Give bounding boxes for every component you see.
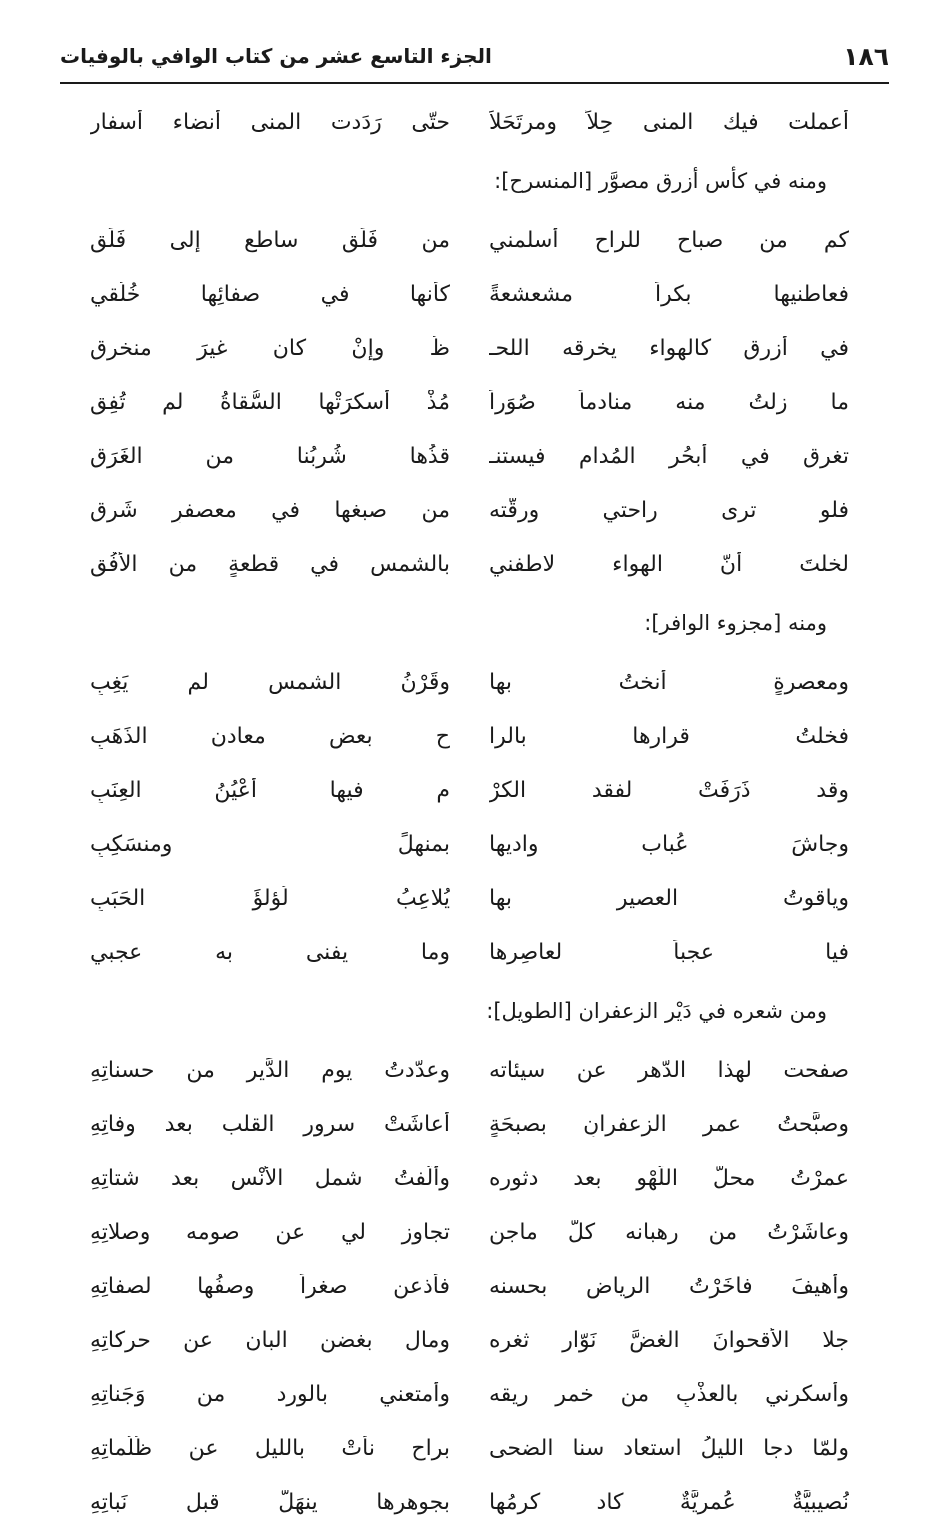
first-hemistich: عمرْتُ محلَّ اللَّهْوِ بعد دثوره xyxy=(489,1165,849,1191)
second-hemistich: فأذعن صغراً وصفُها لصفاتِهِ xyxy=(90,1273,450,1299)
first-hemistich: ما زلتُ منه منادماً صُوَراً xyxy=(489,389,849,415)
first-hemistich: وصبَّحتُ عمر الزعفرانِ بصبحَةٍ xyxy=(489,1111,849,1137)
page-header xyxy=(60,30,889,84)
first-hemistich: تغرق في أبحُر المُدام فيستنـ xyxy=(489,443,849,469)
second-hemistich: مُذْ أسكرَتْها السُّقاةُ لم تُفِقِ xyxy=(90,389,450,415)
verse-line xyxy=(90,429,849,483)
second-hemistich: يُلاعِبُ لُؤلؤَ الحَبَبِ xyxy=(90,885,450,911)
verse-line xyxy=(90,1367,849,1421)
verse-line xyxy=(90,375,849,429)
first-hemistich: في أزرقٍ كالهواء يخرقه اللحـ xyxy=(489,335,849,361)
second-hemistich: بالشمس في قطعةٍ من الأُفُقِ xyxy=(90,551,450,577)
verse-line xyxy=(90,267,849,321)
first-hemistich: وياقوتُ العصير بها xyxy=(489,885,849,911)
second-hemistich: مِ فيها أعْيُنُ العِنَبِ xyxy=(90,777,450,803)
second-hemistich: كأنها في صفائِها خُلُقي xyxy=(90,281,450,307)
first-hemistich: وأسكرني بالعذْبِ من خمر ريقه xyxy=(489,1381,849,1407)
poem-section xyxy=(90,157,849,591)
second-hemistich: وقَرْنُ الشمس لم يَغِبِ xyxy=(90,669,450,695)
verse-line xyxy=(90,537,849,591)
poem-section xyxy=(90,95,849,149)
verse-line xyxy=(90,709,849,763)
second-hemistich: قذُها شُربُنا من الغَرَقِ xyxy=(90,443,450,469)
second-hemistich: وأمتعني بالورد من وَجَناتِهِ xyxy=(90,1381,450,1407)
second-hemistich: بجوهرها ينهَلُّ قبل نَباتِهِ xyxy=(90,1489,450,1515)
verse-line xyxy=(90,1313,849,1367)
first-hemistich: جلا الأقحوانَ الغضَّ نَوّار ثغره xyxy=(489,1327,849,1353)
first-hemistich: وجاشَ عُباب واديها xyxy=(489,831,849,857)
verse-line xyxy=(90,655,849,709)
section-intro: ومنه [مجزوء الوافر]: xyxy=(644,611,827,635)
second-hemistich: حِ بعض معادن الذَهَبِ xyxy=(90,723,450,749)
verse-line xyxy=(90,1475,849,1529)
verse-line xyxy=(90,1205,849,1259)
poem-content xyxy=(90,95,849,1529)
first-hemistich: فلو ترى راحتي ورقّته xyxy=(489,497,849,523)
second-hemistich: تجاوز لي عن صومه وصلاتِهِ xyxy=(90,1219,450,1245)
page-number: ١٨٦ xyxy=(843,41,889,71)
first-hemistich: ولمّا دجا الليلُ استعاد سنا الضحى xyxy=(489,1435,849,1461)
verse-line xyxy=(90,483,849,537)
poem-section xyxy=(90,987,849,1529)
first-hemistich: وعاشَرْتُ من رهبانه كلَّ ماجنٍ xyxy=(489,1219,849,1245)
running-title: الجزء التاسع عشر من كتاب الوافي بالوفيات xyxy=(60,44,492,68)
verse-line xyxy=(90,871,849,925)
first-hemistich: نُصيبيَّةٌ عُمريَّةٌ كاد كرمُها xyxy=(489,1489,849,1515)
first-hemistich: لخلتَ أنّ الهواء لاطفني xyxy=(489,551,849,577)
first-hemistich: فخلتُ قرارها بالرا xyxy=(489,723,849,749)
first-hemistich: صفحت لهذا الدّهر عن سيئاته xyxy=(489,1057,849,1083)
second-hemistich: وعدّدتُ يوم الدَّير من حسناتِهِ xyxy=(90,1057,450,1083)
second-hemistich: ومال بغضنِ البان عن حركاتِهِ xyxy=(90,1327,450,1353)
verse-line xyxy=(90,321,849,375)
second-hemistich: وألَّفتُ شمل الأُنْس بعد شتاتِهِ xyxy=(90,1165,450,1191)
second-hemistich: ظُ وإنْ كان غيرَ منخرقِ xyxy=(90,335,450,361)
verse-line xyxy=(90,213,849,267)
verse-line xyxy=(90,1421,849,1475)
second-hemistich: من فَلَقٍ ساطعٍ إلى فَلَقِ xyxy=(90,227,450,253)
second-hemistich: وما يفنى به عجبي xyxy=(90,939,450,965)
second-hemistich: من صبغها في معصفرٍ شَرِقِ xyxy=(90,497,450,523)
first-hemistich: وأهيفَ فاخَرْتُ الرياض بحسنه xyxy=(489,1273,849,1299)
second-hemistich: حتّى رَدَدت المنى أنضاء أسفارِ xyxy=(90,109,450,135)
first-hemistich: كم من صباحٍ للراح أسلمني xyxy=(489,227,849,253)
verse-line xyxy=(90,763,849,817)
first-hemistich: وقد ذَرَفَتْ لفقد الكرْ xyxy=(489,777,849,803)
first-hemistich: ومعصرةٍ أنختُ بها xyxy=(489,669,849,695)
verse-line xyxy=(90,1259,849,1313)
first-hemistich: فيا عجباً لعاصِرِها xyxy=(489,939,849,965)
verse-line xyxy=(90,817,849,871)
section-intro: ومنه في كأس أزرق مصوَّر [المنسرح]: xyxy=(494,169,827,193)
second-hemistich: بمنهلٍّ ومنسَكِبِ xyxy=(90,831,450,857)
second-hemistich: أعاشَتْ سرور القلب بعد وفاتِهِ xyxy=(90,1111,450,1137)
poem-section xyxy=(90,599,849,979)
section-intro: ومن شعره في دَيْر الزعفران [الطويل]: xyxy=(486,999,827,1023)
second-hemistich: براحٍ نأتْ بالليل عن ظُلُماتِهِ xyxy=(90,1435,450,1461)
verse-line xyxy=(90,95,849,149)
first-hemistich: فعاطنيها بكراً مشعشعةً xyxy=(489,281,849,307)
verse-line xyxy=(90,1151,849,1205)
verse-line xyxy=(90,1097,849,1151)
verse-line xyxy=(90,925,849,979)
verse-line xyxy=(90,1043,849,1097)
first-hemistich: أعملت فيك المنى حِلاً ومرتَحَلاً xyxy=(489,109,849,135)
